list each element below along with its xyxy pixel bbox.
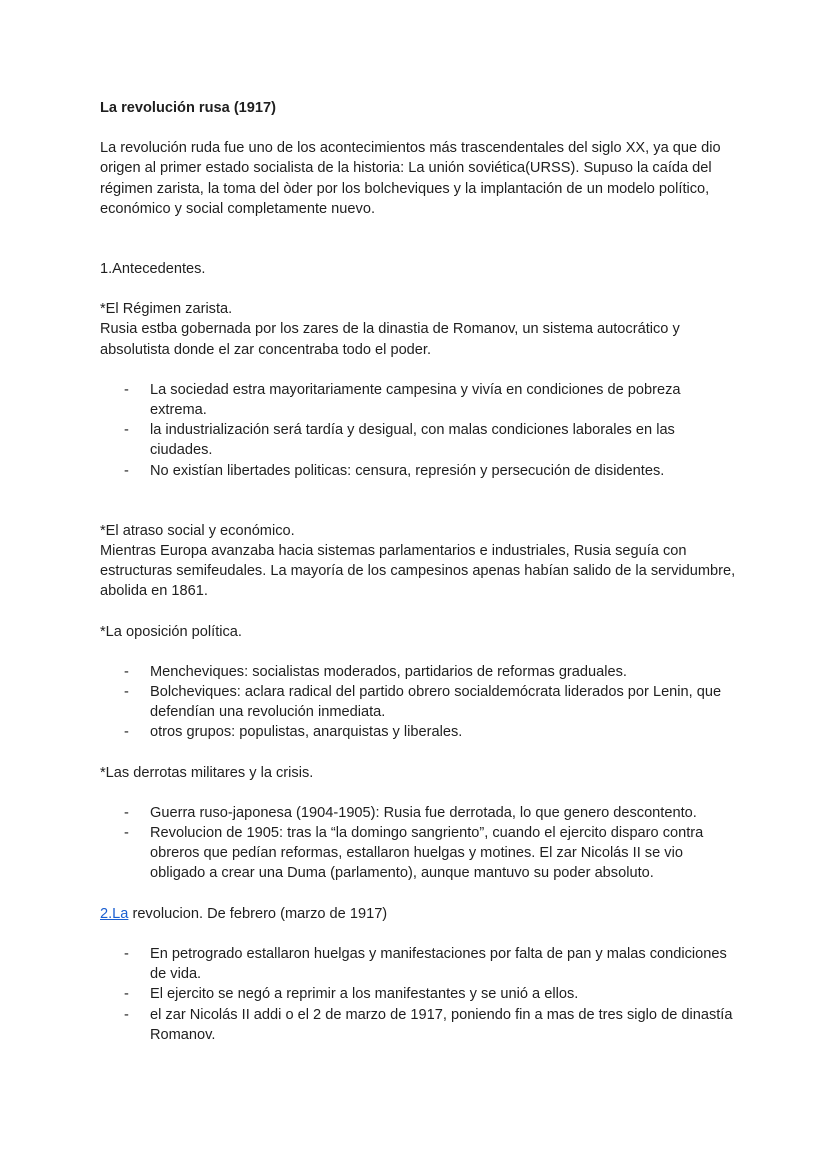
list-item xyxy=(100,461,740,481)
section-link[interactable]: 2.La xyxy=(100,905,129,922)
list-derrotas xyxy=(100,803,740,884)
list-item xyxy=(100,722,740,742)
list-item-text: Revolucion de 1905: tras la “la domingo sangriento”, cuando el ejercito disparo contra obreros que pedían reformas, estallaron huelgas y motines. El zar Nicolás II se vio obligado a crear una Duma (parlamento), aunque mantuvo su poder absoluto. xyxy=(150,825,704,882)
list-item xyxy=(100,803,740,823)
subheading-atraso: *El atraso social y económico. xyxy=(100,522,295,539)
section-heading-rest: revolucion. De febrero (marzo de 1917) xyxy=(128,905,388,922)
dash-bullet: - xyxy=(124,945,129,962)
list-item-text: Mencheviques: socialistas moderados, partidarios de reformas graduales. xyxy=(150,663,627,680)
dash-bullet: - xyxy=(124,724,129,741)
subheading-oposicion: *La oposición política. xyxy=(100,623,242,640)
dash-bullet: - xyxy=(124,804,129,821)
list-item xyxy=(100,380,740,420)
section-heading-revolucion-febrero xyxy=(100,904,740,924)
intro-paragraph: La revolución ruda fue uno de los acontecimientos más trascendentales del siglo XX, ya que dio origen al primer estado socialista de la historia: La unión soviética(URSS). Supuso la caída del régimen zarista, la toma del òder por los bolcheviques y la implantación de un modelo político, económico y social completamente nuevo. xyxy=(100,140,721,217)
list-regimen-zarista xyxy=(100,380,740,481)
dash-bullet: - xyxy=(124,986,129,1003)
dash-bullet: - xyxy=(124,422,129,439)
list-item xyxy=(100,682,740,722)
list-item xyxy=(100,420,740,460)
list-item-text: En petrogrado estallaron huelgas y manifestaciones por falta de pan y malas condiciones de vida. xyxy=(150,945,727,983)
list-item-text: el zar Nicolás II addi o el 2 de marzo de 1917, poniendo fin a mas de tres siglo de dinastía Romanov. xyxy=(150,1006,733,1043)
list-item xyxy=(100,823,740,884)
dash-bullet: - xyxy=(124,825,129,842)
list-item xyxy=(100,1005,740,1045)
dash-bullet: - xyxy=(124,1006,129,1023)
list-item-text: Bolcheviques: aclara radical del partido obrero socialdemócrata liderados por Lenin, que defendían una revolución inmediata. xyxy=(150,684,722,721)
section-heading-antecedentes: 1.Antecedentes. xyxy=(100,261,206,278)
list-item-text: El ejercito se negó a reprimir a los manifestantes y se unió a ellos. xyxy=(150,986,579,1003)
list-oposicion xyxy=(100,662,740,743)
document-title: La revolución rusa (1917) xyxy=(100,100,277,116)
subheading-regimen-zarista: *El Régimen zarista. xyxy=(100,301,233,318)
list-item xyxy=(100,984,740,1004)
list-item-text: otros grupos: populistas, anarquistas y liberales. xyxy=(150,724,463,741)
list-revolucion-febrero xyxy=(100,944,740,1045)
dash-bullet: - xyxy=(124,663,129,680)
list-item-text: La sociedad estra mayoritariamente campesina y vivía en condiciones de pobreza extrema. xyxy=(150,381,681,419)
paragraph-atraso: Mientras Europa avanzaba hacia sistemas parlamentarios e industriales, Rusia seguía con estructuras semifeudales. La mayoría de los campesinos apenas habían salido de la servidumbre, abolida en 1861. xyxy=(100,543,736,600)
dash-bullet: - xyxy=(124,684,129,701)
list-item xyxy=(100,944,740,984)
list-item-text: No existían libertades politicas: censura, represión y persecución de disidentes. xyxy=(150,462,665,479)
list-item-text: la industrialización será tardía y desigual, con malas condiciones laborales en las ciudades. xyxy=(150,422,675,459)
list-item xyxy=(100,662,740,682)
paragraph-regimen-zarista: Rusia estba gobernada por los zares de la dinastia de Romanov, un sistema autocrático y absolutista donde el zar concentraba todo el poder. xyxy=(100,321,680,358)
document-page xyxy=(100,98,740,1045)
subheading-derrotas: *Las derrotas militares y la crisis. xyxy=(100,764,314,781)
dash-bullet: - xyxy=(124,381,129,398)
list-item-text: Guerra ruso-japonesa (1904-1905): Rusia fue derrotada, lo que genero descontento. xyxy=(150,804,697,821)
dash-bullet: - xyxy=(124,462,129,479)
